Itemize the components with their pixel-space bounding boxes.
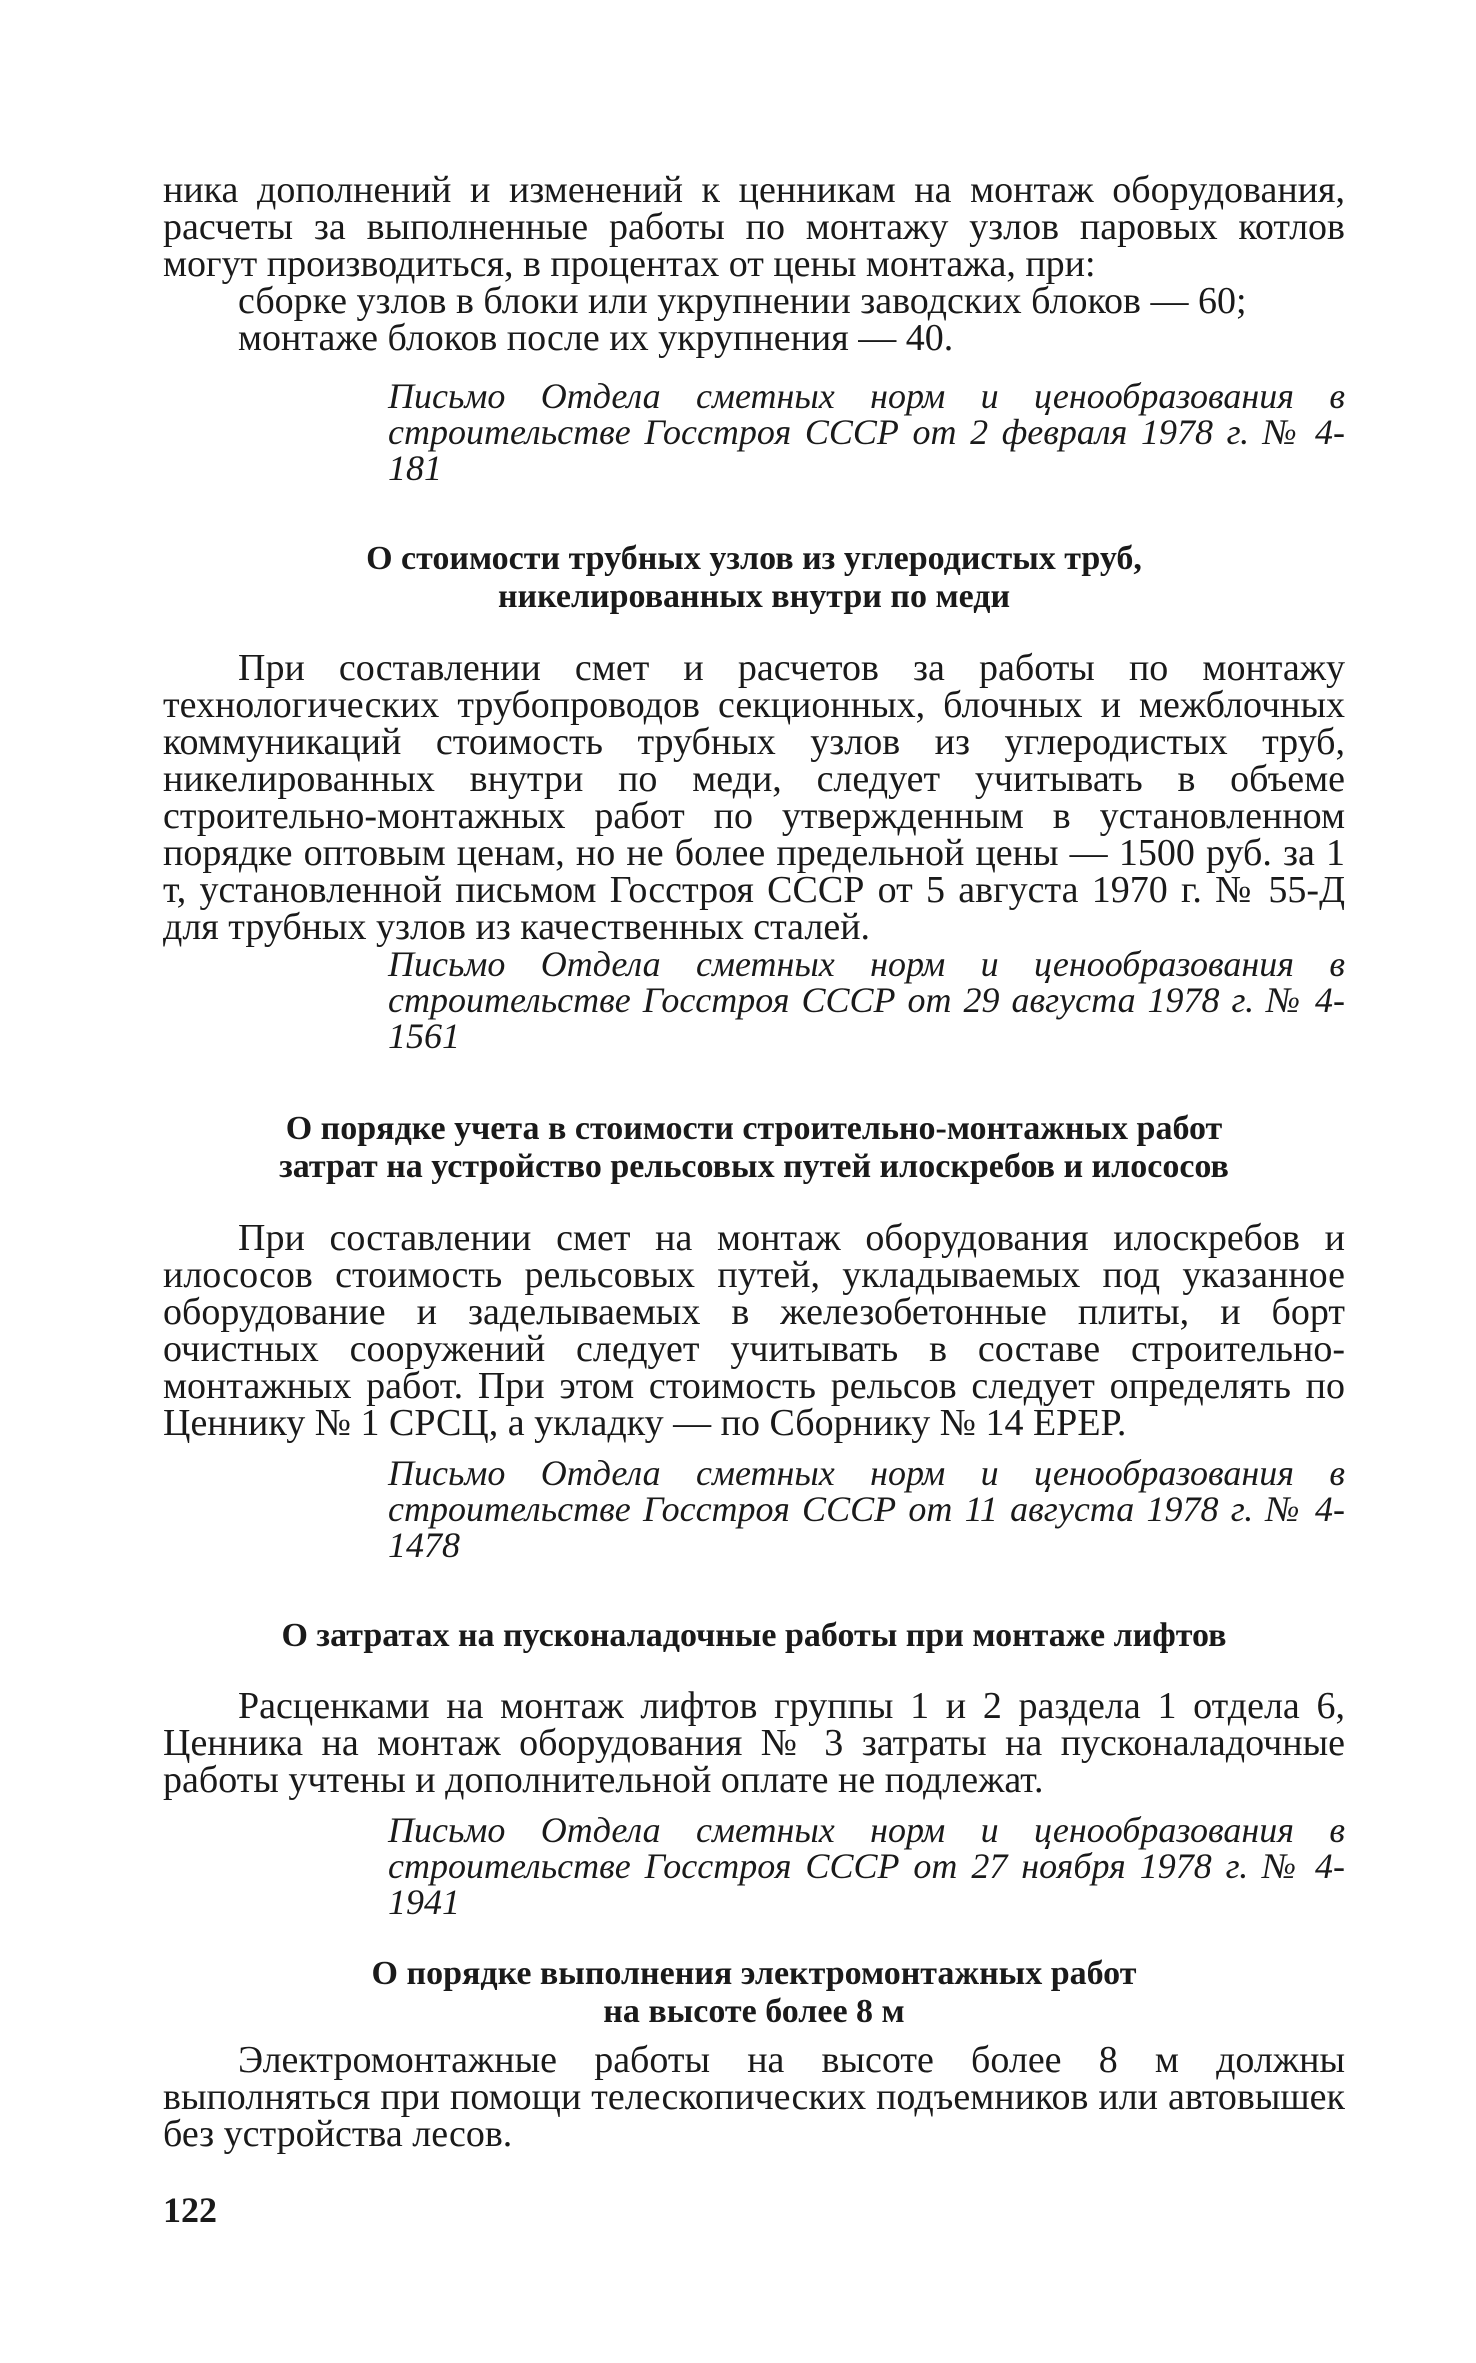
continuation-paragraph: [163, 169, 1345, 359]
body-text: Электромонтажные работы на высоте более 8 м должны выполняться при помощи телескопических подъемников или автовышек без устройства лесов.: [163, 2039, 1345, 2155]
heading-line: О порядке выполнения электромонтажных работ: [371, 1955, 1137, 1992]
continuation-text: ника дополнений и изменений к ценникам на монтаж оборудования, расчеты за выполненные работы по монтажу узлов паровых котлов могут производиться, в процентах от цены монтажа, при:: [163, 169, 1345, 285]
page-number: 122: [163, 2190, 217, 2230]
body-text: При составлении смет и расчетов за работы по монтажу технологических трубопроводов секционных, блочных и межблочных коммуникаций стоимость трубных узлов из углеродистых труб, никелированных внутри по меди, следует учитывать в объеме строительно-монтажных работ по утвержденным в установленном порядке оптовым ценам, но не более предельной цены — 1500 руб. за 1 т, установленной письмом Госстроя СССР от 5 августа 1970 г. № 55-Д для трубных узлов из качественных сталей.: [163, 647, 1345, 948]
heading-line: затрат на устройство рельсовых путей илоскребов и илососов: [279, 1148, 1229, 1185]
source-reference: Письмо Отдела сметных норм и ценообразования в строительстве Госстроя СССР от 27 ноября 1978 г. № 4-1941: [388, 1810, 1345, 1922]
section-body: [163, 2039, 1345, 2155]
source-reference: Письмо Отдела сметных норм и ценообразования в строительстве Госстроя СССР от 29 августа 1978 г. № 4-1561: [388, 944, 1345, 1056]
list-item: сборке узлов в блоки или укрупнении заводских блоков — 60;: [238, 280, 1247, 322]
list-item: монтаже блоков после их укрупнения — 40.: [238, 317, 954, 359]
section-body: [163, 1685, 1345, 1801]
section-heading: [163, 1617, 1345, 1655]
section-body: [163, 647, 1345, 948]
heading-line: О стоимости трубных узлов из углеродистых труб,: [366, 540, 1142, 577]
heading-line: О затратах на пусконаладочные работы при монтаже лифтов: [281, 1617, 1227, 1654]
heading-line: О порядке учета в стоимости строительно-монтажных работ: [285, 1110, 1223, 1147]
section-heading: [163, 1110, 1345, 1186]
body-text: Расценками на монтаж лифтов группы 1 и 2 раздела 1 отдела 6, Ценника на монтаж оборудования № 3 затраты на пусконаладочные работы учтены и дополнительной оплате не подлежат.: [163, 1685, 1345, 1801]
source-reference: Письмо Отдела сметных норм и ценообразования в строительстве Госстроя СССР от 11 августа 1978 г. № 4-1478: [388, 1453, 1345, 1565]
heading-line: на высоте более 8 м: [603, 1993, 905, 2030]
section-body: [163, 1217, 1345, 1444]
section-heading: [163, 1955, 1345, 2031]
heading-line: никелированных внутри по меди: [497, 578, 1011, 615]
section-heading: [163, 540, 1345, 616]
source-reference: Письмо Отдела сметных норм и ценообразования в строительстве Госстроя СССР от 2 февраля 1978 г. № 4-181: [388, 376, 1345, 488]
body-text: При составлении смет на монтаж оборудования илоскребов и илососов стоимость рельсовых путей, укладываемых под указанное оборудование и заделываемых в железобетонные плиты, и борт очистных сооружений следует учитывать в составе строительно-монтажных работ. При этом стоимость рельсов следует определять по Ценнику № 1 СРСЦ, а укладку — по Сборнику № 14 ЕРЕР.: [163, 1217, 1345, 1444]
